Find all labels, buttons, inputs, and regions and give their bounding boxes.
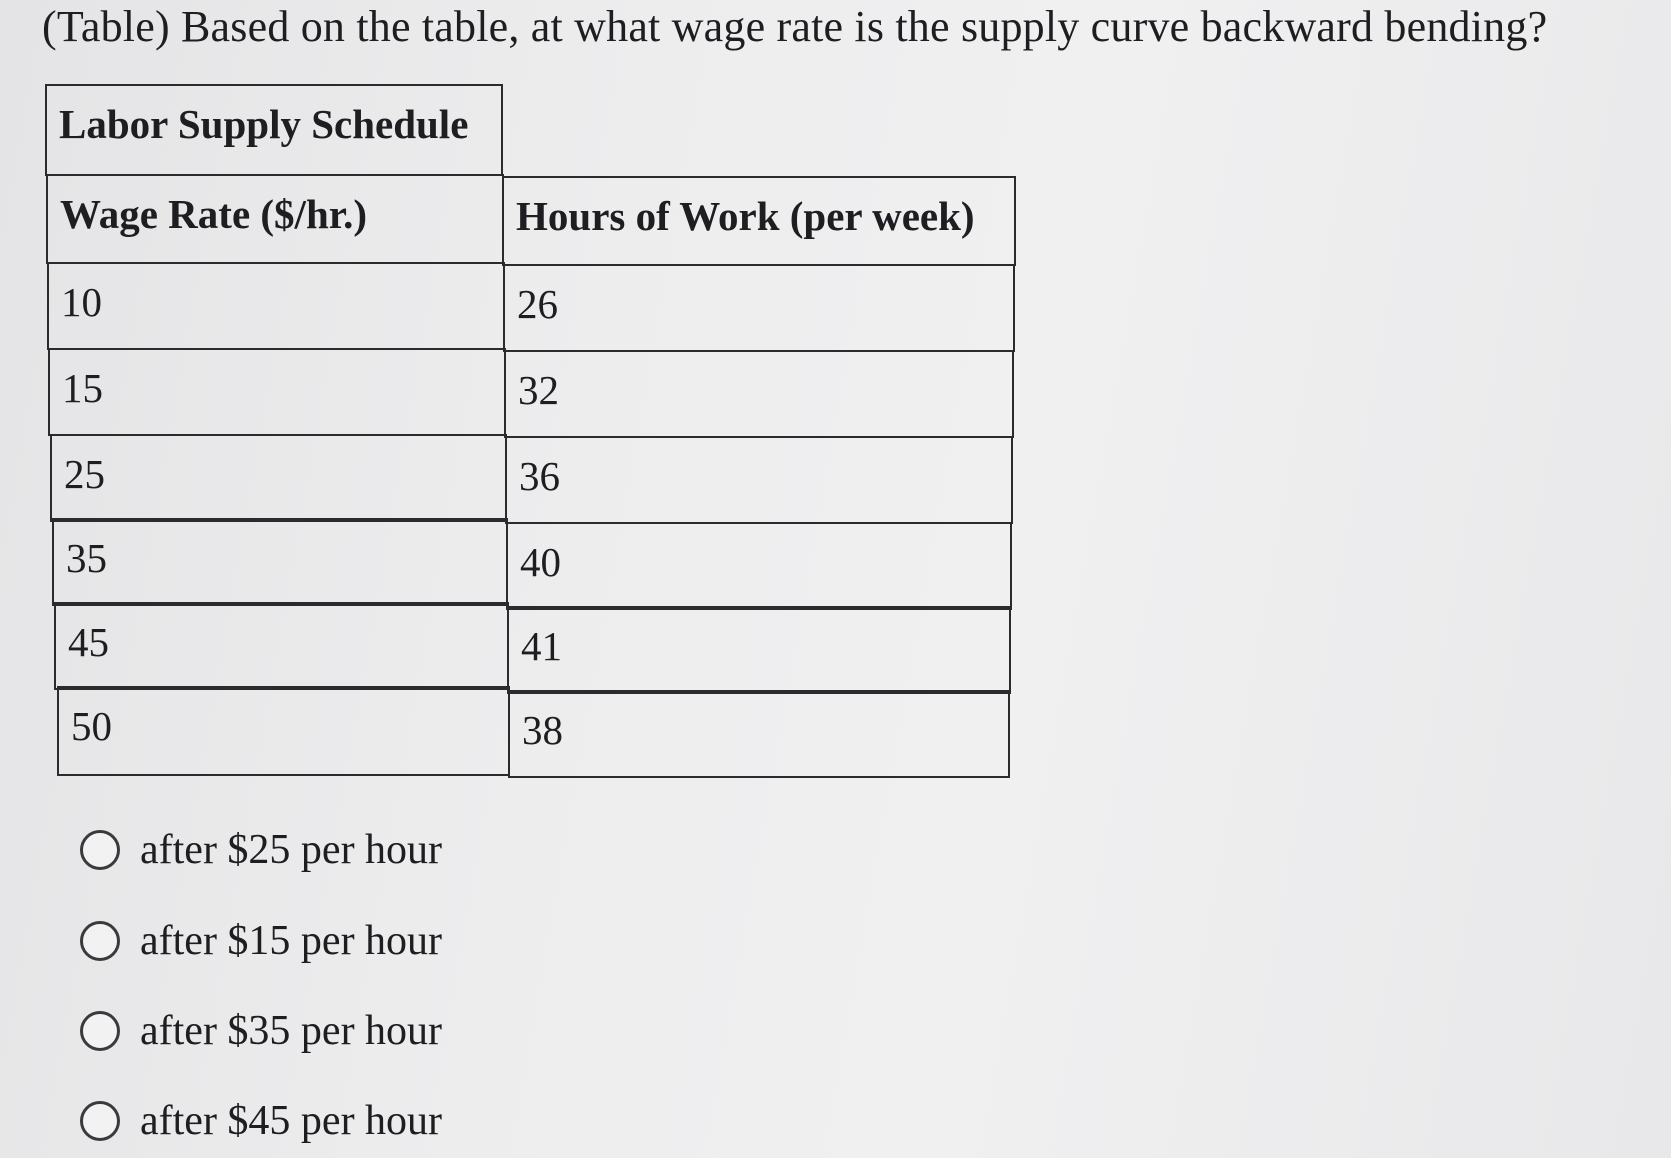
table-cell-wage: 45 bbox=[54, 602, 509, 690]
table-cell-wage: 50 bbox=[57, 686, 510, 776]
question-text: (Table) Based on the table, at what wage rate is the supply curve backward bending? bbox=[42, 2, 1548, 51]
choice-option[interactable] bbox=[80, 822, 442, 878]
choice-option[interactable] bbox=[80, 1093, 442, 1149]
table-cell-hours: 41 bbox=[507, 606, 1011, 694]
radio-button[interactable] bbox=[80, 921, 120, 961]
choice-label: after $25 per hour bbox=[140, 827, 443, 873]
table-cell-hours: 26 bbox=[503, 264, 1015, 352]
choice-option[interactable] bbox=[80, 913, 442, 969]
table-cell-wage: 15 bbox=[48, 348, 506, 436]
radio-button[interactable] bbox=[80, 1101, 120, 1141]
choice-label: after $15 per hour bbox=[140, 918, 443, 964]
table-title: Labor Supply Schedule bbox=[45, 84, 503, 176]
choice-label: after $45 per hour bbox=[140, 1098, 443, 1144]
choice-option[interactable] bbox=[80, 1003, 442, 1059]
table-cell-hours: 40 bbox=[506, 522, 1012, 610]
choice-label: after $35 per hour bbox=[140, 1008, 443, 1054]
radio-button[interactable] bbox=[80, 830, 120, 870]
table-cell-hours: 32 bbox=[504, 350, 1014, 438]
header-wage-rate: Wage Rate ($/hr.) bbox=[46, 174, 504, 264]
table-cell-hours: 36 bbox=[505, 436, 1013, 524]
table-cell-wage: 25 bbox=[50, 434, 507, 522]
table-cell-hours: 38 bbox=[508, 690, 1010, 778]
radio-button[interactable] bbox=[80, 1011, 120, 1051]
table-cell-wage: 35 bbox=[52, 518, 508, 606]
header-hours-of-work: Hours of Work (per week) bbox=[502, 176, 1016, 266]
table-cell-wage: 10 bbox=[47, 262, 505, 350]
